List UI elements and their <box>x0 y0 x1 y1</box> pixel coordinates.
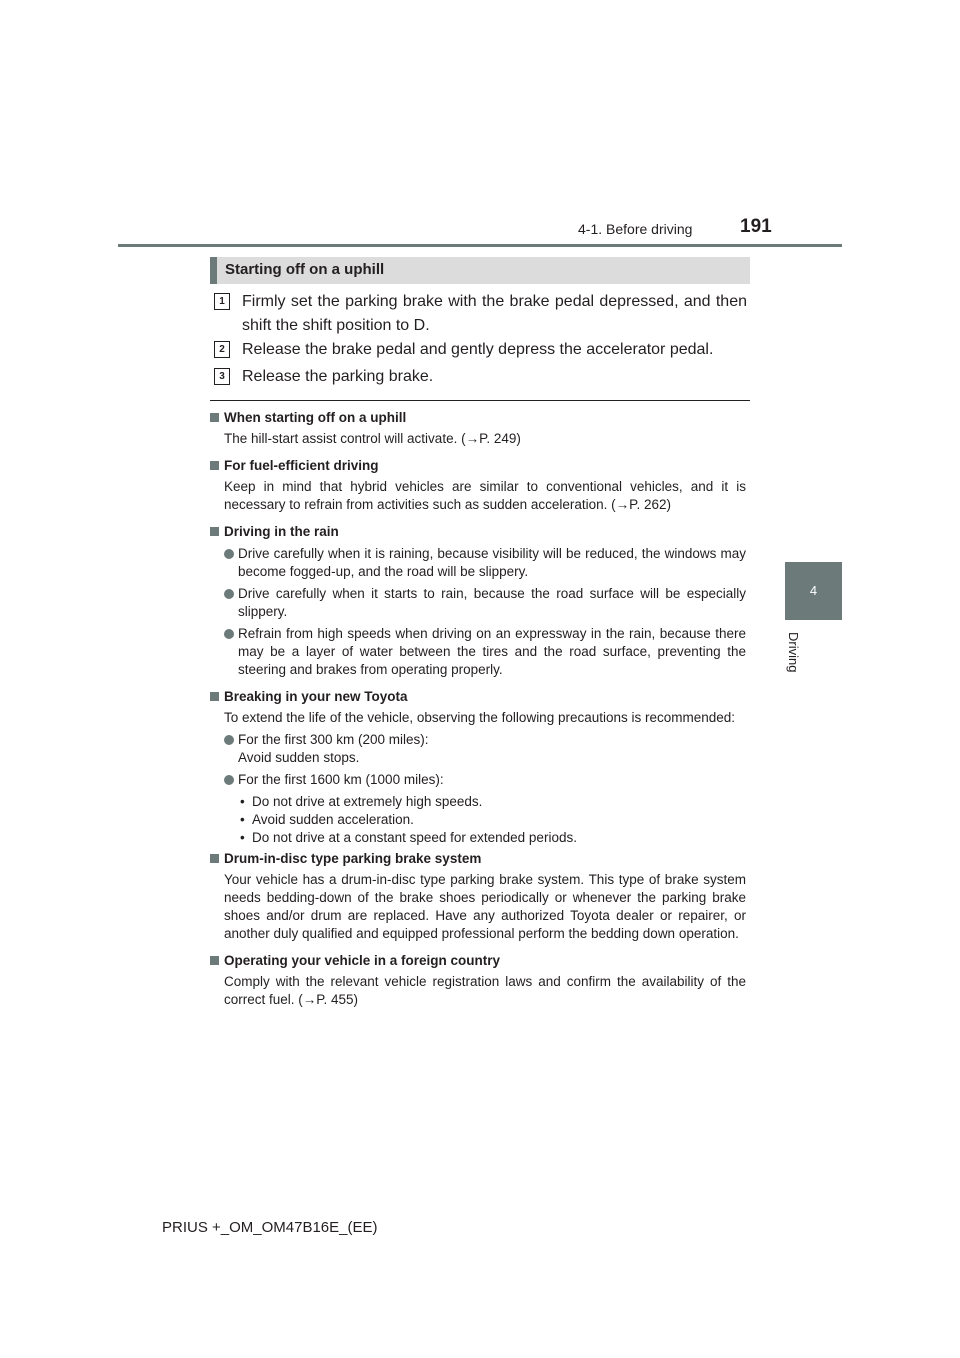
sub-list-item: • Do not drive at extremely high speeds. <box>240 793 746 811</box>
header-section-title: 4-1. Before driving <box>578 221 693 237</box>
section-heading-bar <box>210 257 750 284</box>
square-bullet-icon <box>210 527 219 536</box>
section-title: Starting off on a uphill <box>225 261 385 278</box>
step-text: Release the parking brake. <box>242 368 434 385</box>
chapter-label-text: Driving <box>786 632 801 673</box>
step-text: Firmly set the parking brake with the brake pedal depressed, and then shift the shift position to D. <box>242 293 747 334</box>
note-text: Keep in mind that hybrid vehicles are similar to conventional vehicles, and it is necessary to refrain from activities such as sudden acceleration. (→P. 262) <box>224 479 746 512</box>
note-heading: When starting off on a uphill <box>210 409 746 427</box>
square-bullet-icon <box>210 854 219 863</box>
chapter-tab <box>785 562 842 620</box>
bullet-item: Refrain from high speeds when driving on an expressway in the rain, because there may be a layer of water between the tires and the road surface, preventing the steering and brakes from operating properly. <box>210 625 746 679</box>
bullet-item: Drive carefully when it is raining, because visibility will be reduced, the windows may become fogged-up, and the road will be slippery. <box>210 545 746 581</box>
sub-list <box>210 793 746 847</box>
circle-bullet-icon <box>224 589 234 599</box>
sub-list-item: • Avoid sudden acceleration. <box>240 811 746 829</box>
circle-bullet-icon <box>224 735 234 745</box>
sub-list-item: • Do not drive at a constant speed for extended periods. <box>240 829 746 847</box>
bullet-item: For the first 300 km (200 miles): Avoid sudden stops. <box>210 731 746 767</box>
note-heading: Operating your vehicle in a foreign country <box>210 952 746 970</box>
chapter-number: 4 <box>809 583 818 598</box>
note-text: Comply with the relevant vehicle registration laws and confirm the availability of the correct fuel. (→P. 455) <box>224 974 746 1007</box>
square-bullet-icon <box>210 461 219 470</box>
footer-doc-code: PRIUS +_OM_OM47B16E_(EE) <box>162 1219 378 1236</box>
square-bullet-icon <box>210 956 219 965</box>
note-heading: Driving in the rain <box>210 523 746 541</box>
note-heading: Breaking in your new Toyota <box>210 688 746 706</box>
notes-section <box>210 406 746 1009</box>
note-text: The hill-start assist control will activate. (→P. 249) <box>224 431 521 446</box>
bullet-item: For the first 1600 km (1000 miles): <box>210 771 746 789</box>
step-number: 2 <box>214 341 230 358</box>
chapter-label <box>783 632 803 692</box>
note-text: Your vehicle has a drum-in-disc type parking brake system. This type of brake system needs bedding-down of the brake shoes periodically or whenever the parking brake shoes and/or drum are replaced. Have any authorized Toyota dealer or repairer, or another duly qualified and equipped professional perform the bedding down operation. <box>224 872 746 941</box>
step-number: 1 <box>214 293 230 310</box>
page-number: 191 <box>740 216 772 237</box>
square-bullet-icon <box>210 413 219 422</box>
circle-bullet-icon <box>224 775 234 785</box>
note-text: To extend the life of the vehicle, observing the following precautions is recommended: <box>224 710 736 725</box>
circle-bullet-icon <box>224 629 234 639</box>
bullet-item: Drive carefully when it starts to rain, because the road surface will be especially slippery. <box>210 585 746 621</box>
step-text: Release the brake pedal and gently depress the accelerator pedal. <box>242 341 714 358</box>
step-number: 3 <box>214 368 230 385</box>
note-heading: Drum-in-disc type parking brake system <box>210 850 746 868</box>
circle-bullet-icon <box>224 549 234 559</box>
section-divider <box>210 400 750 401</box>
note-heading: For fuel-efficient driving <box>210 457 746 475</box>
section-accent <box>210 257 217 284</box>
square-bullet-icon <box>210 692 219 701</box>
header-rule <box>118 244 842 247</box>
